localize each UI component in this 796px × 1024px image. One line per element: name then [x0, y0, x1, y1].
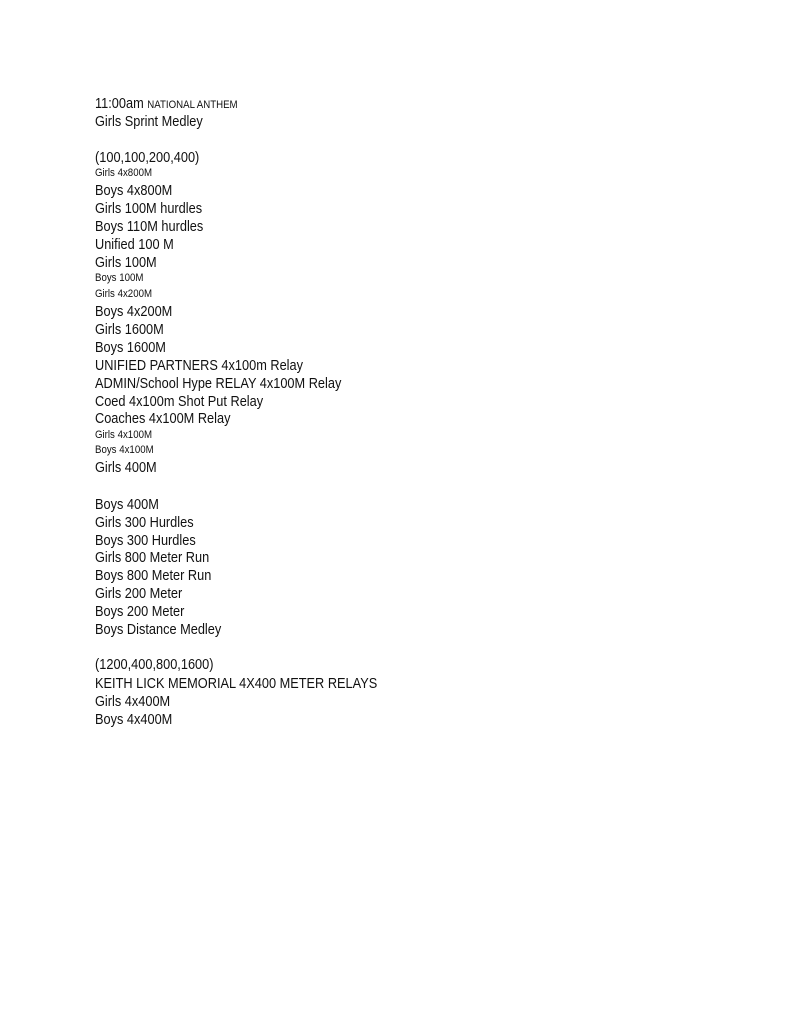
event-boys-200: Boys 200 Meter — [95, 604, 185, 620]
event-boys-4x400: Boys 4x400M — [95, 712, 173, 728]
event-boys-1600: Boys 1600M — [95, 340, 166, 356]
event-schedule-page — [95, 0, 775, 1024]
event-girls-300-hurdles: Girls 300 Hurdles — [95, 515, 194, 531]
schedule-header — [95, 97, 238, 112]
event-boys-100: Boys 100M — [95, 272, 144, 284]
event-unified-100: Unified 100 M — [95, 237, 174, 253]
event-admin-hype-relay: ADMIN/School Hype RELAY 4x100M Relay — [95, 376, 342, 392]
event-sprint-medley-legs: (100,100,200,400) — [95, 150, 200, 166]
event-boys-400: Boys 400M — [95, 497, 159, 513]
event-unified-partners-relay: UNIFIED PARTNERS 4x100m Relay — [95, 358, 304, 374]
event-boys-300-hurdles: Boys 300 Hurdles — [95, 533, 196, 549]
event-girls-sprint-medley: Girls Sprint Medley — [95, 114, 203, 130]
event-coed-shot-put-relay: Coed 4x100m Shot Put Relay — [95, 394, 264, 410]
event-girls-200: Girls 200 Meter — [95, 586, 183, 602]
event-girls-1600: Girls 1600M — [95, 322, 164, 338]
event-girls-100: Girls 100M — [95, 255, 157, 271]
event-girls-4x800: Girls 4x800M — [95, 167, 153, 179]
event-girls-4x400: Girls 4x400M — [95, 694, 171, 710]
event-coaches-relay: Coaches 4x100M Relay — [95, 411, 231, 427]
event-girls-4x100: Girls 4x100M — [95, 429, 153, 441]
event-girls-100-hurdles: Girls 100M hurdles — [95, 201, 203, 217]
event-distance-medley-legs: (1200,400,800,1600) — [95, 657, 214, 673]
event-girls-4x200: Girls 4x200M — [95, 288, 153, 300]
event-keith-lick-memorial-relays: KEITH LICK MEMORIAL 4X400 METER RELAYS — [95, 676, 378, 692]
event-boys-4x200: Boys 4x200M — [95, 304, 173, 320]
event-girls-800: Girls 800 Meter Run — [95, 550, 210, 566]
event-boys-4x800: Boys 4x800M — [95, 183, 173, 199]
event-girls-400: Girls 400M — [95, 460, 157, 476]
event-boys-4x100: Boys 4x100M — [95, 444, 154, 456]
event-boys-110-hurdles: Boys 110M hurdles — [95, 219, 204, 235]
event-boys-distance-medley: Boys Distance Medley — [95, 622, 222, 638]
national-anthem-label: NATIONAL ANTHEM — [147, 99, 238, 111]
start-time: 11:00am — [95, 96, 144, 112]
event-boys-800: Boys 800 Meter Run — [95, 568, 212, 584]
